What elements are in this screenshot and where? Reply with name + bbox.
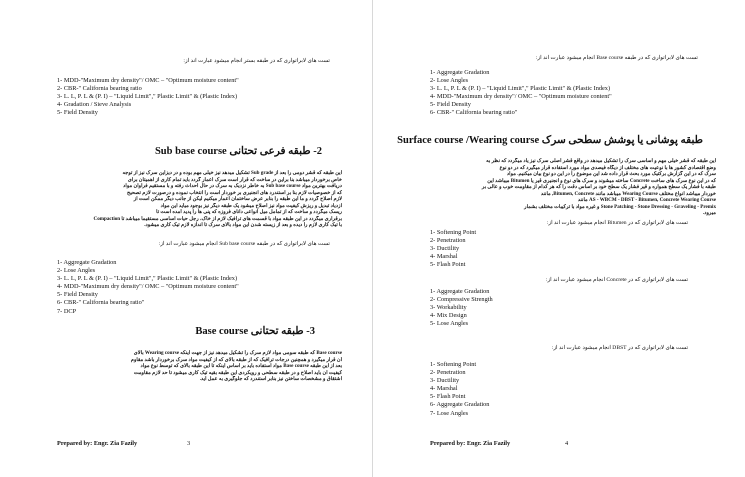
list-item: 5- Flash Point xyxy=(430,261,466,269)
base-course-heading: 3- طبقه تحتانی Base course xyxy=(195,326,315,337)
paragraph-line: دریافت بهترین مواد Sub base course به خاطر نزدیک به سرک در حال احداث رفته و با مستقیم فراوان مواد xyxy=(123,183,342,189)
dbst-tests-caption: تست های لابراتواری که در DBST انجام میشود عبارت اند از: xyxy=(551,345,688,351)
concrete-tests-caption: تست های لابراتواری که در Concrete انجام میشود عبارت اند از: xyxy=(545,277,688,283)
bitumen-tests-list xyxy=(430,229,680,269)
list-item: 4- MDD-"Maximum dry density"/ OMC – "Optimum moisture content" xyxy=(430,93,612,101)
list-item: 3- Ductility xyxy=(430,245,460,253)
document-page-3 xyxy=(0,0,372,477)
list-item: 4- Gradation / Sieve Analysis xyxy=(57,101,132,109)
paragraph-line: با تیک کاری لازم را دیده و بعد از زیسته شدن این مواد بالای سرک تا اندازه لازم تیک کاری میشود. xyxy=(144,222,342,228)
list-item: 3- Workability xyxy=(430,304,467,312)
base-course-paragraph xyxy=(57,350,342,383)
list-item: 1- Softening Point xyxy=(430,361,477,368)
paragraph-line: که در این نوع سرک های ساخت Concrete ساخته میشوند و سرک های نوع و انجنیری قیر یا Bitumen میباشد این xyxy=(487,177,716,184)
paragraph-line: سرک که در این گزارش برکتیک مورد بحث قرار داده شد این موضوع را در این دو نوع بیان میکنیم. مواد xyxy=(506,171,716,177)
paragraph-line: خوردار میباشد انواع مختلف Wearing Course میباشد مانند Bitumen, Concrete, مانند xyxy=(540,190,716,197)
sub-base-heading: 2- طبقه فرعی تحتانی Sub base course xyxy=(154,146,322,157)
paragraph-line: اشتقاق و مشخصات ساختن نیز بنابر استندرد که جلوگیری به عمل آید. xyxy=(199,376,342,382)
list-item: 1- Aggregate Gradation xyxy=(430,288,490,295)
paragraph-line: کیفیت آن باید اصلاح و در طبقه سطحی و رویکردی این طبقه بقیه تیک کاری میشود تا حد لازم مقاومت xyxy=(133,369,342,376)
paragraph-line: ازدیاد تبدیل و ریزش کیفیت مواد نیز اصلاح میشود یک طبقه دیگر نیز بوجود میآید این مواد xyxy=(160,202,342,209)
document-page-4 xyxy=(373,0,745,477)
surface-course-paragraph xyxy=(418,158,716,217)
list-item: 5- Field Density xyxy=(57,109,98,117)
list-item: 3- L. L, P. L & (P. I) – "Liquid Limit"," Plastic Limit" & (Plastic Index) xyxy=(430,85,611,93)
paragraph-line: وضع اقتصادی کشور ها با نوعیت های مختلف از دیگاه فیصدی مواد مورد استفاده قرار میگیرد که در دو نوع xyxy=(499,164,716,171)
list-item: 3- L. L, P. L & (P. I) – "Liquid Limit"," Plastic Limit" & (Plastic Index) xyxy=(57,275,238,283)
list-item: 4- Mix Design xyxy=(430,312,467,320)
list-item: 2- Penetration xyxy=(430,237,466,245)
list-item: 4- Marshal xyxy=(430,253,458,261)
concrete-tests-list xyxy=(430,288,680,328)
paragraph-line: خاص برخوردار میباشد بنا براین در ساخت که قرار است سرک اعمار گردد باید تمام کاری از اهمیتان برای xyxy=(127,176,342,183)
list-item: 6- CBR-" California bearing ratio" xyxy=(430,109,518,117)
bitumen-tests-caption: تست های لابراتواری که در Bitumen انجام میشود عبارت اند از: xyxy=(546,220,688,226)
list-item: 2- Penetration xyxy=(430,369,466,377)
surface-course-heading: طبقه پوشانی یا پوشش سطحی سرک Surface course /Wearing course xyxy=(397,135,703,146)
list-item: 7- DCP xyxy=(57,307,77,315)
paragraph-line: Stone Patching - Stone Dressing - Graveling - Premix و غیره مواد با ترکیبات مختلف بشمار xyxy=(524,203,716,210)
base-course-tests-caption: تست های لابراتواری که در طبقه Base course انجام میشود عبارت اند از: xyxy=(535,55,698,61)
list-item: 3- L. L, P. L & (P. I) – "Liquid Limit"," Plastic Limit" & (Plastic Index) xyxy=(57,93,238,101)
page-number: 4 xyxy=(565,440,569,447)
list-item: 7- Lose Angles xyxy=(430,409,469,417)
sub-base-tests-caption: تست های لابراتواری که در طبقه Sub base course انجام میشود عبارت اند از: xyxy=(158,241,330,247)
subgrade-tests-list xyxy=(57,77,357,117)
paragraph-line: Base course که طبقه سومی مواد لازم سرک را تشکیل میدهد نیز از جهت اینکه Wearing course بالای xyxy=(133,350,342,356)
paragraph-line: ریسک میگردد و ساخت که از تمامل میل انواعی دانای فروزه که پنی ها را پدید آمده است تا xyxy=(156,209,342,215)
list-item: 5- Field Density xyxy=(57,291,98,299)
list-item: 3- Ductility xyxy=(430,377,460,385)
list-item: 1- Softening Point xyxy=(430,229,477,236)
paragraph-line: که از خصوصیات لازم بنا بر استندرد های انجنیری بر خوردار است را انتخاب نموده و درصورت لازم تصحیح xyxy=(127,189,342,196)
list-item: 1- Aggregate Gradation xyxy=(430,69,490,76)
paragraph-line: این طبقه که قشر دومی را بعد از Sub grade تشکیل میدهد نیز خیلی مهم بوده و در دیزاین سرک نیز از توجه xyxy=(122,170,342,176)
list-item: 2- CBR-" California bearing ratio xyxy=(57,85,142,93)
sub-base-tests-list xyxy=(57,259,357,316)
paragraph-line: لازم اصلاح گردد و ما این طبقه را بنابر عرض ساختمان اعمار میکنیم لیکن از جانب دیگر ممکن است از xyxy=(133,196,342,202)
sub-base-paragraph xyxy=(57,170,342,229)
page-footer: Prepared by: Engr. Zia Fazily xyxy=(430,440,511,447)
base-course-tests-list xyxy=(430,69,730,118)
page-number: 3 xyxy=(187,440,191,447)
list-item: 6- CBR-" California bearing ratio" xyxy=(57,299,145,307)
paragraph-line: طبقه با فشار یک سطح همواره و قیر فشار یک سطح خود بر اساس دقت را که هر کدام از مقاومت خوب و عالی بر xyxy=(481,184,716,190)
subgrade-tests-caption: تست های لابراتواری که در طبقه بستر انجام میشود عبارت اند از: xyxy=(183,58,330,64)
page-footer: Prepared by: Engr. Zia Fazily xyxy=(57,440,138,447)
list-item: 1- Aggregate Gradation xyxy=(57,259,117,266)
list-item: 2- Compressive Strength xyxy=(430,296,493,304)
list-item: 5- Flash Point xyxy=(430,393,466,401)
paragraph-line: AS - WBCM - DBST - Bitumen, Concrete Wearing Course مانند xyxy=(577,197,716,203)
paragraph-line: آن قرار میگیرد و همچنین درجات ترافیک که از طبقه بالای که از کیفیت مواد سرک برخوردار باشد مقاوم xyxy=(130,356,342,363)
list-item: 4- Marshal xyxy=(430,385,458,393)
list-item: 6- Aggregate Gradation xyxy=(430,401,490,409)
paragraph-line: برقراری میگردد در این طبقه مواد با قسمت های ترافیک لازم از خاک، رجل حیات اساسی مستقیماً میباشد تا Compaction xyxy=(93,215,342,222)
list-item: 5- Field Density xyxy=(430,101,471,109)
paragraph-line: میرود. xyxy=(702,210,716,216)
list-item: 4- MDD-"Maximum dry density"/ OMC – "Optimum moisture content" xyxy=(57,283,239,291)
list-item: 2- Lose Angles xyxy=(57,267,96,275)
list-item: 2- Lose Angles xyxy=(430,77,469,85)
list-item: 1- MDD-"Maximum dry density"/ OMC – "Optimum moisture content" xyxy=(57,77,239,84)
dbst-tests-list xyxy=(430,361,680,418)
paragraph-line: این طبقه که قشر خیلی مهم و اساسی سرک را تشکیل میدهد در واقع قشر اصلی سرک نیز یاد میگردد که نظر به xyxy=(486,158,716,164)
paragraph-line: بعد از این طبقه Base course مواد استفاده باید بر اساس اینکه تا این طبقه بالای که توسط نوع مواد xyxy=(140,363,342,369)
list-item: 5- Lose Angles xyxy=(430,320,469,328)
